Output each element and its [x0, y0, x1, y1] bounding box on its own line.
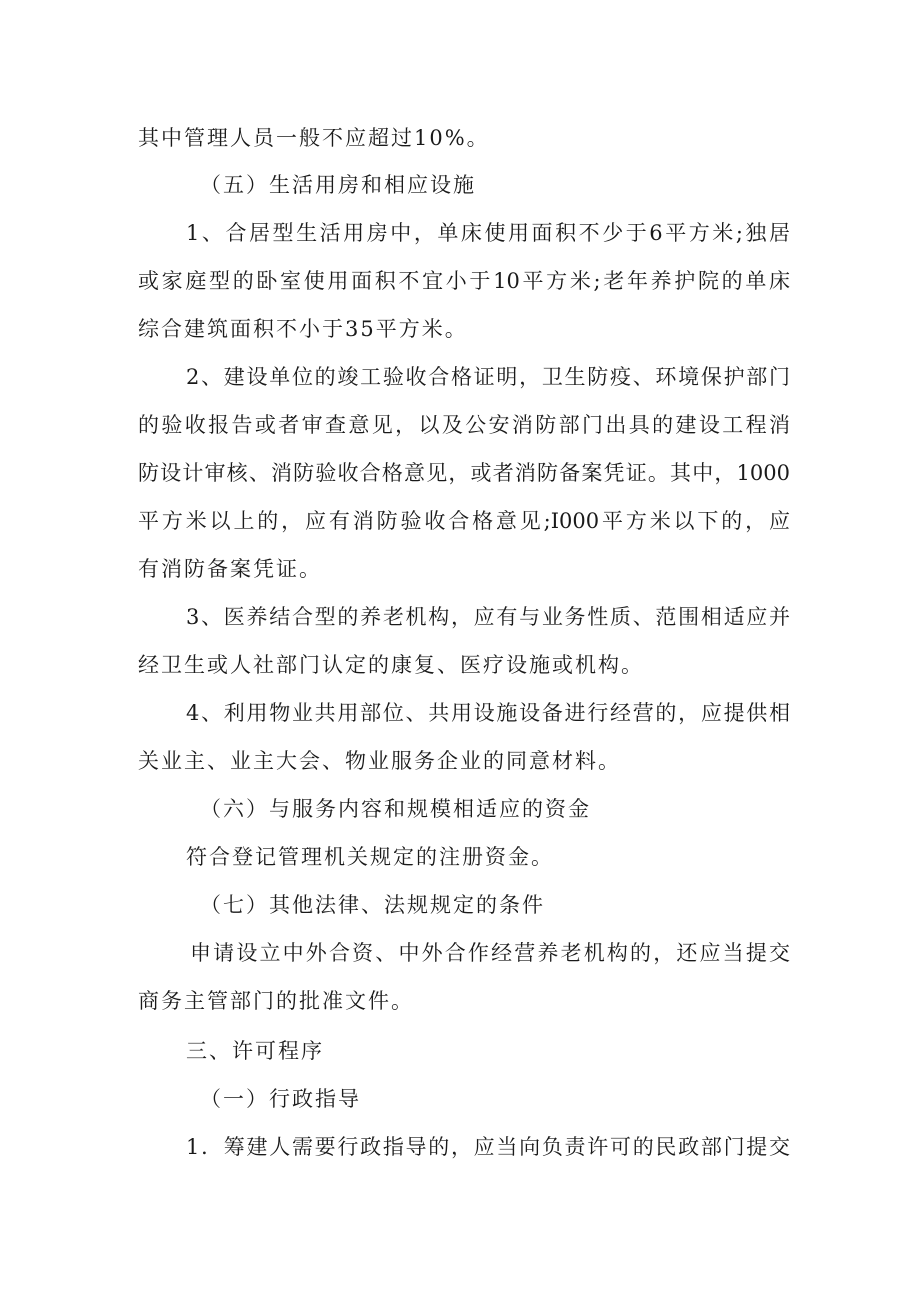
section-heading-6: （六）与服务内容和规模相适应的资金 — [200, 797, 591, 821]
text-line-14: 关业主、业主大会、物业服务企业的同意材料。 — [138, 749, 621, 773]
text-line-8: 防设计审核、消防验收合格意见，或者消防备案凭证。其中，1000 — [138, 461, 790, 485]
section-heading-1: （一）行政指导 — [200, 1087, 361, 1111]
text-line-7: 的验收报告或者审查意见，以及公安消防部门出具的建设工程消 — [138, 413, 790, 437]
section-heading-5: （五）生活用房和相应设施 — [200, 173, 476, 197]
text-line-1: 其中管理人员一般不应超过10%。 — [138, 126, 490, 150]
text-line-16: 符合登记管理机关规定的注册资金。 — [186, 845, 554, 869]
text-line-18: 申请设立中外合资、中外合作经营养老机构的，还应当提交 — [190, 941, 790, 965]
chapter-heading-3: 三、许可程序 — [186, 1039, 324, 1063]
text-line-6: 2、建设单位的竣工验收合格证明，卫生防疫、环境保护部门 — [186, 365, 790, 389]
text-line-12: 经卫生或人社部门认定的康复、医疗设施或机构。 — [138, 653, 644, 677]
text-line-4: 或家庭型的卧室使用面积不宜小于10平方米;老年养护院的单床 — [138, 269, 790, 293]
section-heading-7: （七）其他法律、法规规定的条件 — [200, 893, 545, 917]
text-line-19: 商务主管部门的批准文件。 — [138, 989, 414, 1013]
text-line-10: 有消防备案凭证。 — [138, 557, 322, 581]
text-line-9: 平方米以上的，应有消防验收合格意见;I000平方米以下的，应 — [138, 509, 790, 533]
text-line-13: 4、利用物业共用部位、共用设施设备进行经营的，应提供相 — [186, 701, 790, 725]
text-line-11: 3、医养结合型的养老机构，应有与业务性质、范围相适应并 — [186, 605, 790, 629]
text-line-22: 1．筹建人需要行政指导的，应当向负责许可的民政部门提交 — [186, 1135, 790, 1159]
text-line-3: 1、合居型生活用房中，单床使用面积不少于6平方米;独居 — [186, 221, 790, 245]
text-line-5: 综合建筑面积不小于35平方米。 — [138, 317, 468, 341]
